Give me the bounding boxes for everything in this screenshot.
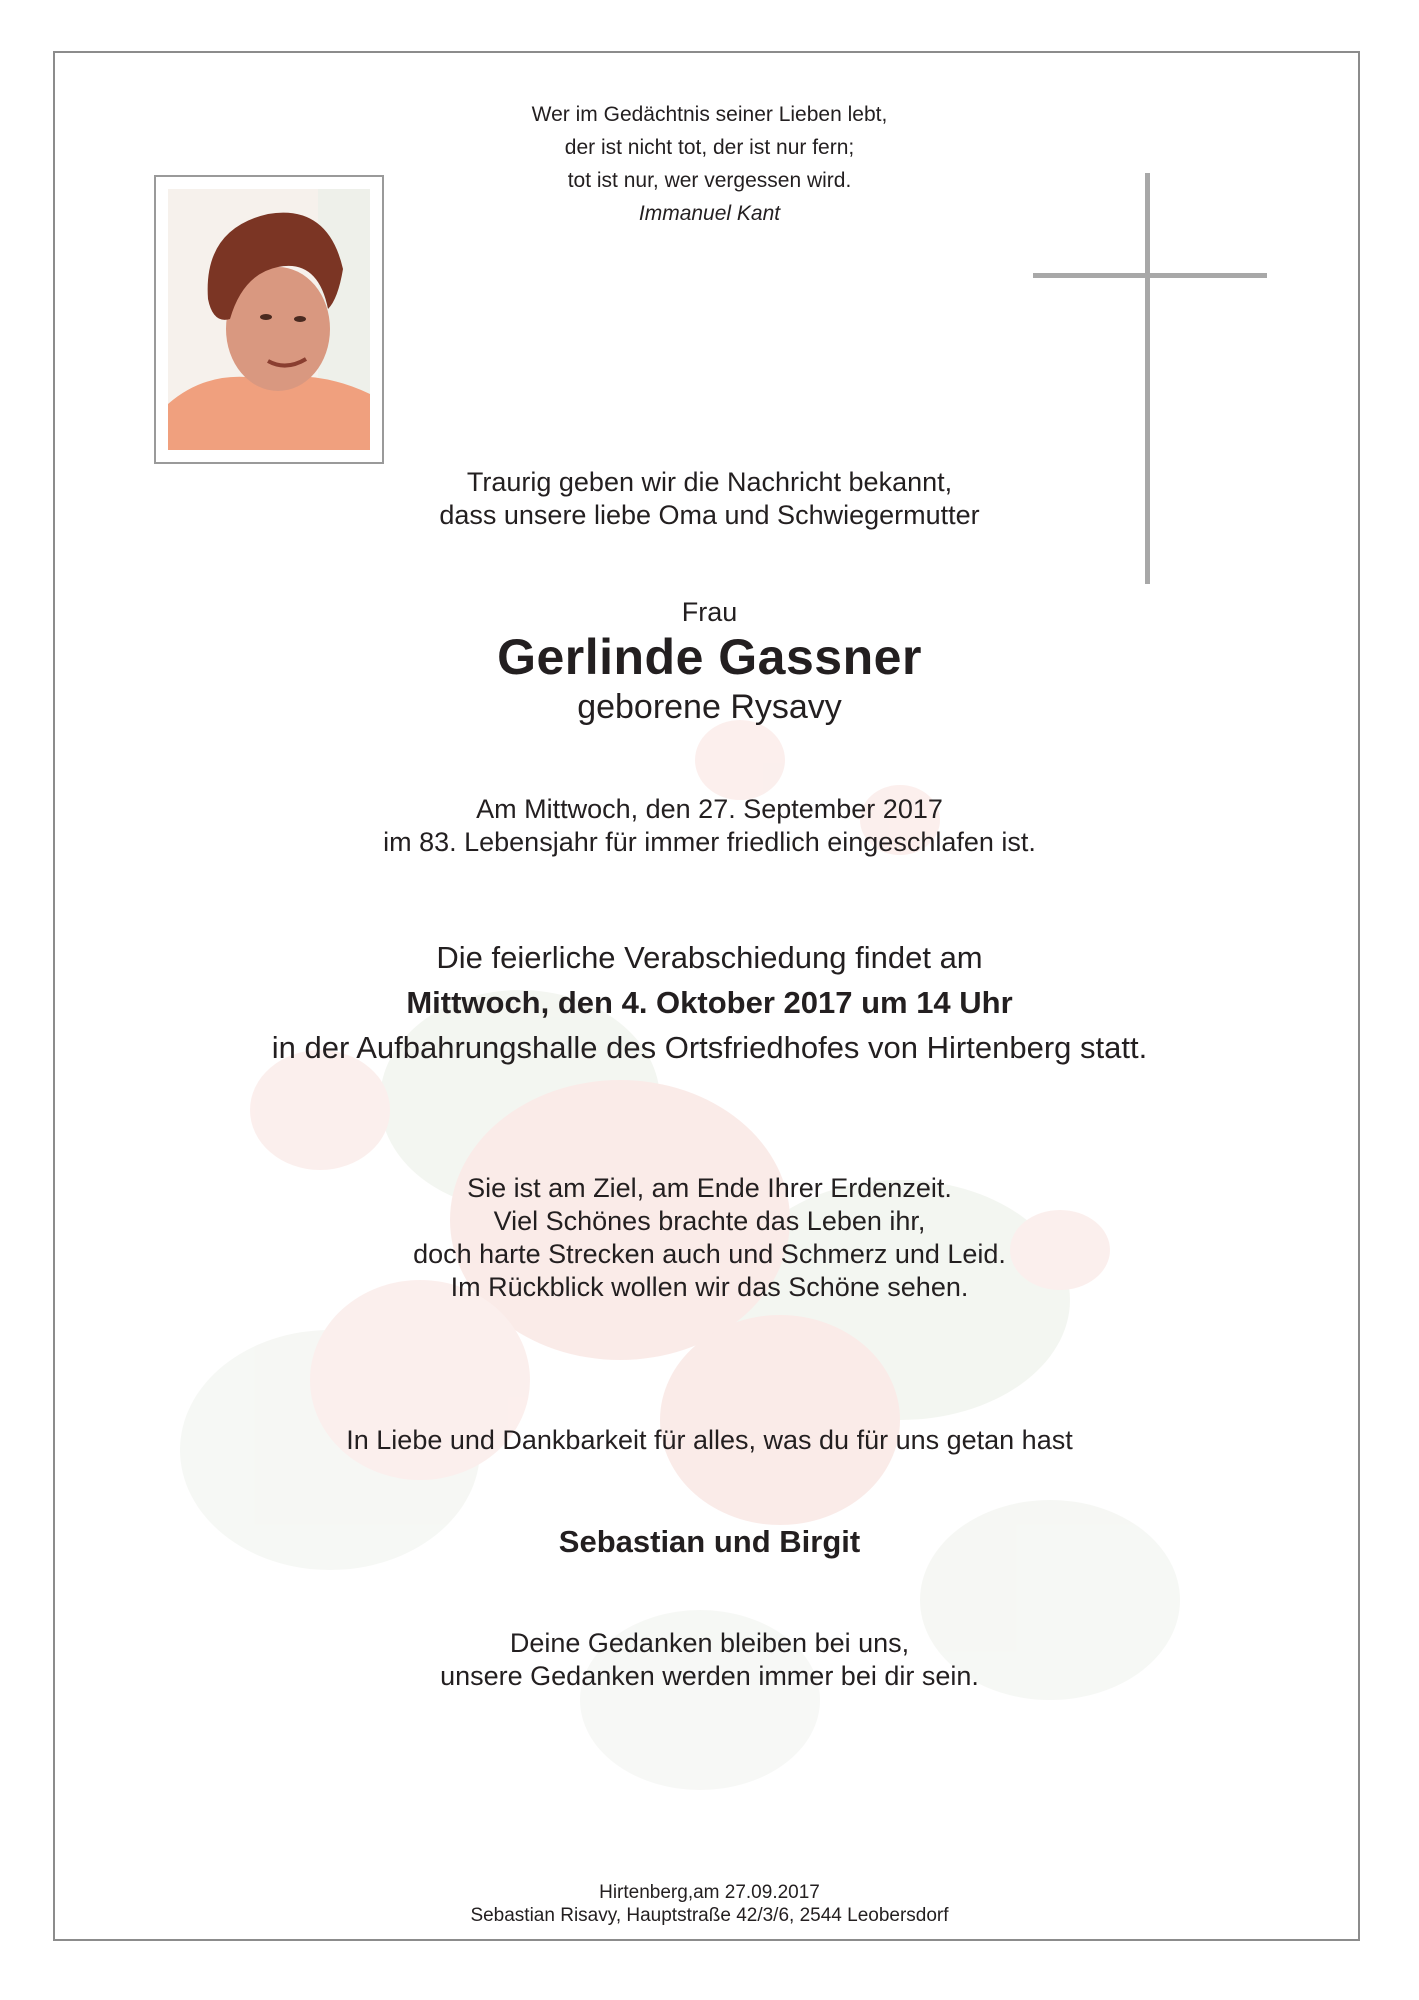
intro-line: dass unsere liebe Oma und Schwiegermutter	[439, 500, 980, 530]
deceased-name: Gerlinde Gassner	[497, 629, 922, 685]
announcement-intro	[0, 466, 1419, 532]
closing-words	[0, 1627, 1419, 1693]
death-line: im 83. Lebensjahr für immer friedlich eingeschlafen ist.	[383, 827, 1036, 857]
ceremony-location: in der Aufbahrungshalle des Ortsfriedhofes von Hirtenberg statt.	[271, 1030, 1148, 1065]
closing-line: unsere Gedanken werden immer bei dir sein.	[440, 1661, 979, 1691]
quote-line: Wer im Gedächtnis seiner Lieben lebt,	[531, 103, 888, 126]
poem-line: Sie ist am Ziel, am Ende Ihrer Erdenzeit.	[467, 1173, 952, 1203]
footer-address: Sebastian Risavy, Hauptstraße 42/3/6, 2544 Leobersdorf	[470, 1905, 949, 1926]
quote-line: der ist nicht tot, der ist nur fern;	[564, 136, 855, 159]
footer-place-date: Hirtenberg,am 27.09.2017	[599, 1882, 820, 1903]
family-names: Sebastian und Birgit	[558, 1524, 861, 1559]
poem-line: Im Rückblick wollen wir das Schöne sehen.	[450, 1272, 969, 1302]
death-notice	[0, 793, 1419, 859]
farewell-ceremony	[0, 935, 1419, 1070]
portrait-photo	[154, 175, 384, 464]
farewell-line: Die feierliche Verabschiedung findet am	[436, 940, 983, 975]
poem-line: Viel Schönes brachte das Leben ihr,	[493, 1206, 926, 1236]
death-line: Am Mittwoch, den 27. September 2017	[476, 794, 943, 824]
thanks-line: In Liebe und Dankbarkeit für alles, was du für uns getan hast	[346, 1425, 1073, 1455]
intro-line: Traurig geben wir die Nachricht bekannt,	[466, 467, 953, 497]
footer	[0, 1881, 1419, 1927]
memorial-poem	[0, 1172, 1419, 1304]
closing-line: Deine Gedanken bleiben bei uns,	[509, 1628, 910, 1658]
quote-line: tot ist nur, wer vergessen wird.	[567, 169, 852, 192]
birth-name: geborene Rysavy	[577, 688, 842, 726]
poem-line: doch harte Strecken auch und Schmerz und Leid.	[413, 1239, 1006, 1269]
quote-author: Immanuel Kant	[638, 202, 781, 225]
portrait-image	[168, 189, 370, 450]
ceremony-date-time: Mittwoch, den 4. Oktober 2017 um 14 Uhr	[406, 985, 1013, 1020]
salutation: Frau	[681, 597, 738, 627]
